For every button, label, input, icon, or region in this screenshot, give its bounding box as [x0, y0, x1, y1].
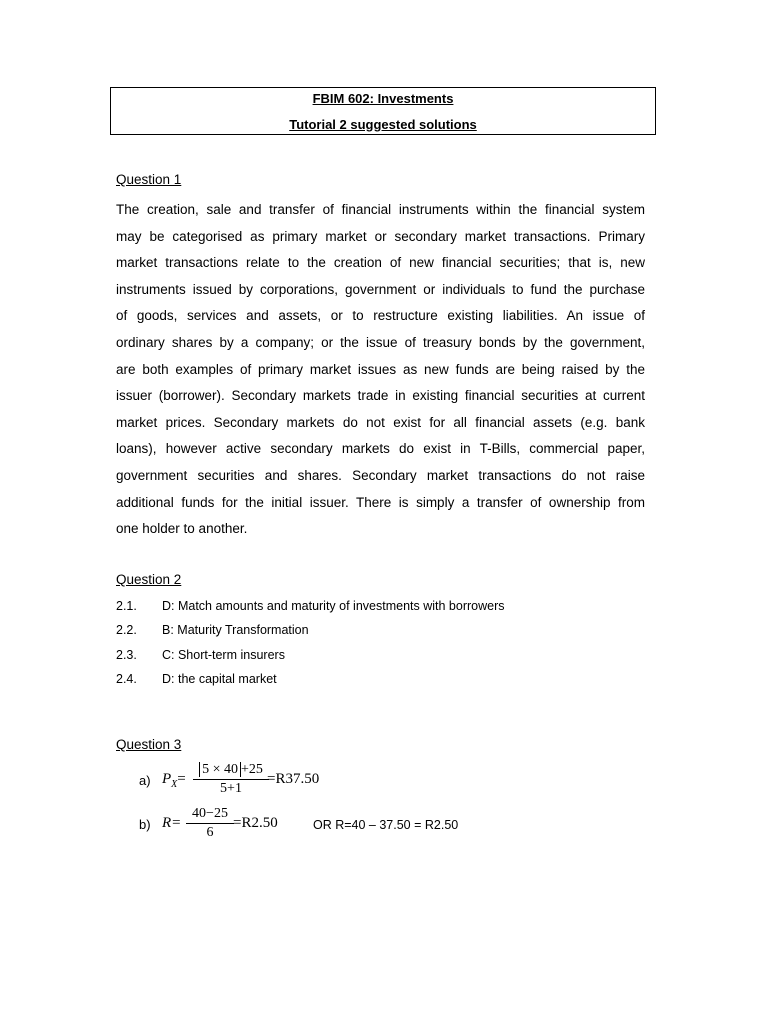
question-1-answer	[116, 197, 645, 543]
paragraph-line: ordinary shares by a company; or the issue of treasury bonds by the government,	[116, 334, 645, 350]
document-subtitle: Tutorial 2 suggested solutions	[289, 117, 477, 132]
title-box	[110, 87, 656, 135]
part-a-label: a)	[139, 773, 151, 788]
item-answer: D: Match amounts and maturity of investments with borrowers	[162, 599, 505, 613]
item-answer: B: Maturity Transformation	[162, 623, 309, 637]
price-variable: $P_X=$	[162, 771, 186, 790]
paragraph-line: additional funds for the initial issuer. There is simply a transfer of ownership from	[116, 494, 645, 510]
paragraph-line: one holder to another.	[116, 521, 248, 537]
fraction-numerator: 40−25	[186, 806, 234, 824]
item-number: 2.1.	[116, 599, 137, 613]
item-answer: D: the capital market	[162, 672, 277, 686]
paragraph-line: The creation, sale and transfer of financial instruments within the financial system	[116, 202, 645, 217]
return-variable: R=	[162, 815, 182, 831]
fraction-denominator: 5+1	[220, 781, 242, 796]
item-number: 2.4.	[116, 672, 137, 686]
fraction-numerator: 5 × 40 +25	[193, 762, 269, 780]
list-item	[116, 648, 285, 662]
course-title: FBIM 602: Investments	[312, 91, 454, 106]
paragraph-line: instruments issued by corporations, government or individuals to fund the purchase	[116, 281, 645, 297]
paragraph-line: market transactions relate to the creation of new financial securities; that is, new	[116, 255, 645, 271]
result-a: =R37.50	[267, 771, 320, 787]
part-b-label: b)	[139, 817, 151, 832]
paragraph-line: of goods, services and assets, or to restructure existing liabilities. An issue of	[116, 308, 645, 324]
result-b: =R2.50	[233, 815, 278, 831]
question-2-heading: Question 2	[116, 572, 182, 587]
paragraph-line: loans), however active secondary markets do exist in T-Bills, commercial paper,	[116, 441, 645, 457]
item-number: 2.2.	[116, 623, 137, 637]
paragraph-line: government securities and shares. Secondary market transactions do not raise	[116, 467, 645, 483]
list-item	[116, 623, 309, 637]
paragraph-line: are both examples of primary market issues as new funds are being raised by the	[116, 361, 645, 377]
paragraph-line: market prices. Secondary markets do not exist for all financial assets (e.g. bank	[116, 414, 645, 430]
fraction-a	[193, 762, 269, 797]
question-1-heading: Question 1	[116, 172, 182, 187]
item-number: 2.3.	[116, 648, 137, 662]
list-item	[116, 599, 505, 613]
list-item	[116, 672, 277, 686]
paragraph-line: issuer (borrower). Secondary markets trade in existing financial securities at current	[116, 388, 645, 404]
fraction-denominator: 6	[206, 825, 214, 840]
paragraph-line: may be categorised as primary market or secondary market transactions. Primary	[116, 228, 645, 244]
question-3-heading: Question 3	[116, 737, 182, 752]
item-answer: C: Short-term insurers	[162, 648, 285, 662]
fraction-b	[186, 806, 234, 841]
alternative-calculation: OR R=40 – 37.50 = R2.50	[313, 818, 459, 832]
